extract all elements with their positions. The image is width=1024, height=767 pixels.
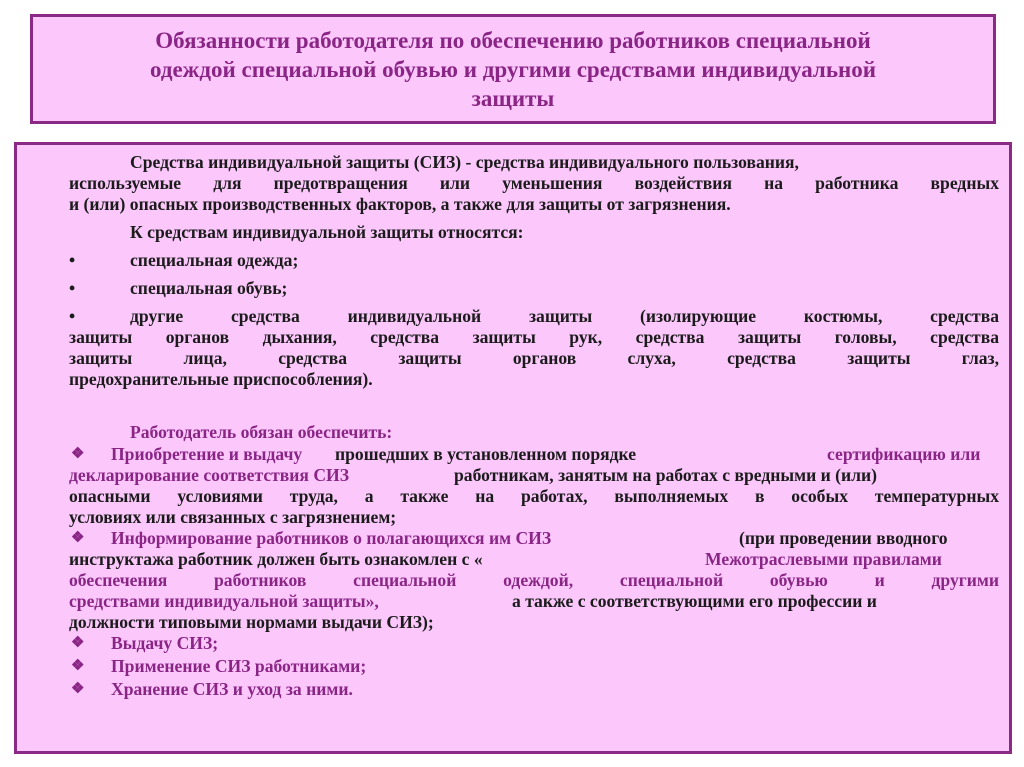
duty2-line-4-b: а также с соответствующими его профессии и <box>512 591 877 611</box>
siz-intro: К средствам индивидуальной защиты относятся: <box>130 222 524 242</box>
list-item-other-line-4: предохранительные приспособления). <box>69 369 373 389</box>
list-item-other-line-2: защиты органов дыхания, средства защиты рук, средства защиты головы, средства <box>69 327 999 347</box>
duties-heading: Работодатель обязан обеспечить: <box>130 422 393 442</box>
diamond-bullet-icon: ❖ <box>71 530 85 546</box>
bullet-icon: • <box>69 250 76 270</box>
slide-title: Обязанности работодателя по обеспечению работников специальной одеждой специальной обувью и другими средствами индивидуальной защиты <box>149 27 877 111</box>
definition-line-3: и (или) опасных производственных факторов, а также для защиты от загрязнения. <box>69 194 731 214</box>
duty5: Хранение СИЗ и уход за ними. <box>111 679 353 699</box>
list-item-other-line-3: защиты лица, средства защиты органов слуха, средства защиты глаз, <box>69 348 999 368</box>
definition-line-2: используемые для предотвращения или уменьшения воздействия на работника вредных <box>69 173 999 193</box>
bullet-icon: • <box>69 306 76 326</box>
title-box <box>30 14 996 124</box>
duty2-line-4-a: средствами индивидуальной защиты», <box>69 591 379 611</box>
duty2-line-1-a: Информирование работников о полагающихся им СИЗ <box>111 528 552 548</box>
duty1-line-1-c: сертификацию или <box>827 444 981 464</box>
duty1-line-1-b: прошедших в установленном порядке <box>335 444 637 464</box>
duty3: Выдачу СИЗ; <box>111 633 219 653</box>
duty1-line-2-b: работникам, занятым на работах с вредными и (или) <box>454 465 878 485</box>
duty1-line-1-a: Приобретение и выдачу <box>111 444 303 464</box>
duty4: Применение СИЗ работниками; <box>111 656 367 676</box>
duty2-line-2-b: Межотраслевыми правилами <box>705 549 942 569</box>
diamond-bullet-icon: ❖ <box>71 635 85 651</box>
duty2-line-5: должности типовыми нормами выдачи СИЗ); <box>69 612 434 632</box>
definition-line-1: Средства индивидуальной защиты (СИЗ) - средства индивидуального пользования, <box>130 152 799 172</box>
list-item-footwear: специальная обувь; <box>130 278 288 298</box>
diamond-bullet-icon: ❖ <box>71 446 85 462</box>
list-item-clothing: специальная одежда; <box>130 250 299 270</box>
diamond-bullet-icon: ❖ <box>71 658 85 674</box>
bullet-icon: • <box>69 278 76 298</box>
duty1-line-2-a: декларирование соответствия СИЗ <box>69 465 350 485</box>
content-box <box>14 142 1012 754</box>
list-item-other-line-1: другие средства индивидуальной защиты (изолирующие костюмы, средства <box>130 306 999 326</box>
diamond-bullet-icon: ❖ <box>71 681 85 697</box>
duty1-line-4: условиях или связанных с загрязнением; <box>69 507 397 527</box>
duty1-line-3: опасными условиями труда, а также на работах, выполняемых в особых температурных <box>69 486 999 506</box>
duty2-line-2-a: инструктажа работник должен быть ознакомлен с « <box>69 549 483 569</box>
duty2-line-3: обеспечения работников специальной одеждой, специальной обувью и другими <box>69 570 999 590</box>
duty2-line-1-b: (при проведении вводного <box>739 528 948 548</box>
